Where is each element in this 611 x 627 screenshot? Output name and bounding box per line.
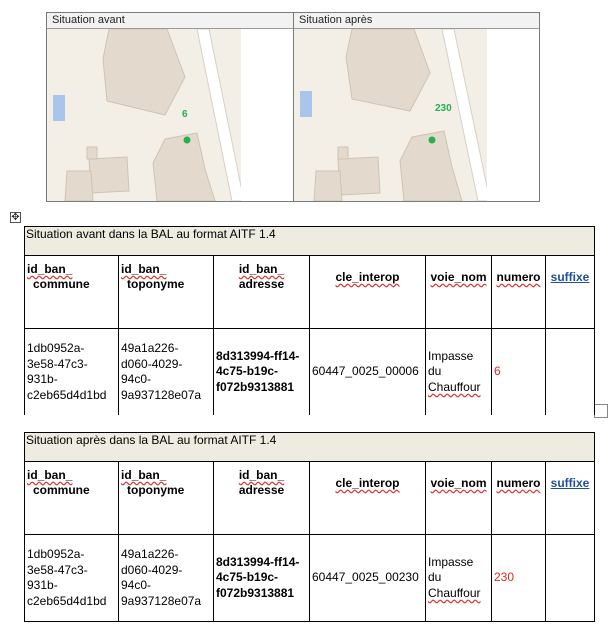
header-cle-interop: cle_interop [310, 462, 426, 535]
address-point [429, 137, 436, 144]
cell-suffixe [546, 329, 595, 416]
cell-voie-nom: Impasse du Chauffour [426, 535, 492, 622]
map-before [47, 13, 294, 201]
bal-table-before [24, 226, 595, 415]
header-numero: numero [492, 256, 546, 329]
road-blank [241, 29, 293, 201]
bal-table-after [24, 432, 595, 622]
building [338, 147, 348, 159]
header-suffixe: suffixe [546, 462, 595, 535]
header-id-ban-adresse: id_ban_ adresse [214, 256, 310, 329]
header-numero: numero [492, 462, 546, 535]
map-before-header: Situation avant [47, 13, 293, 29]
header-id-ban-commune: id_ban_ commune [25, 462, 119, 535]
cell-id-ban-toponyme: 49a1a226- d060-4029- 94c0- 9a937128e07a [119, 329, 214, 416]
building [338, 157, 380, 195]
header-voie-nom: voie_nom [426, 256, 492, 329]
table-caption: Situation avant dans la BAL au format AITF 1.4 [25, 227, 595, 256]
water-area [53, 95, 65, 121]
address-number-label: 6 [182, 109, 188, 120]
header-suffixe: suffixe [546, 256, 595, 329]
address-point [184, 137, 191, 144]
table-caption: Situation après dans la BAL au format AITF 1.4 [25, 433, 595, 462]
header-id-ban-adresse: id_ban_ adresse [214, 462, 310, 535]
building [65, 171, 93, 201]
building [87, 147, 97, 159]
cell-id-ban-adresse: 8d313994-ff14- 4c75-b19c- f072b9313881 [214, 535, 310, 622]
map-comparison [46, 12, 540, 202]
map-after [294, 13, 539, 201]
header-voie-nom: voie_nom [426, 462, 492, 535]
building [89, 157, 129, 193]
water-area [300, 91, 312, 117]
cell-suffixe [546, 535, 595, 622]
cell-numero: 230 [492, 535, 546, 622]
cell-voie-nom: Impasse du Chauffour [426, 329, 492, 416]
cell-numero: 6 [492, 329, 546, 416]
header-id-ban-toponyme: id_ban_ toponyme [119, 256, 214, 329]
cell-cle-interop: 60447_0025_00230 [310, 535, 426, 622]
cell-id-ban-commune: 1db0952a- 3e58-47c3- 931b- c2eb65d4d1bd [25, 329, 119, 416]
move-arrows-icon[interactable]: ✥ [11, 212, 20, 223]
table-resize-handle[interactable] [594, 404, 608, 418]
header-cle-interop: cle_interop [310, 256, 426, 329]
map-before-canvas [47, 29, 293, 201]
cell-cle-interop: 60447_0025_00006 [310, 329, 426, 416]
cell-id-ban-commune: 1db0952a- 3e58-47c3- 931b- c2eb65d4d1bd [25, 535, 119, 622]
map-after-canvas [294, 29, 539, 201]
cell-id-ban-adresse: 8d313994-ff14- 4c75-b19c- f072b9313881 [214, 329, 310, 416]
cell-id-ban-toponyme: 49a1a226- d060-4029- 94c0- 9a937128e07a [119, 535, 214, 622]
building [314, 171, 342, 201]
map-after-header: Situation après [294, 13, 539, 29]
header-id-ban-toponyme: id_ban_ toponyme [119, 462, 214, 535]
address-number-label: 230 [435, 103, 452, 114]
road-blank [487, 29, 539, 201]
header-id-ban-commune: id_ban_ commune [25, 256, 119, 329]
